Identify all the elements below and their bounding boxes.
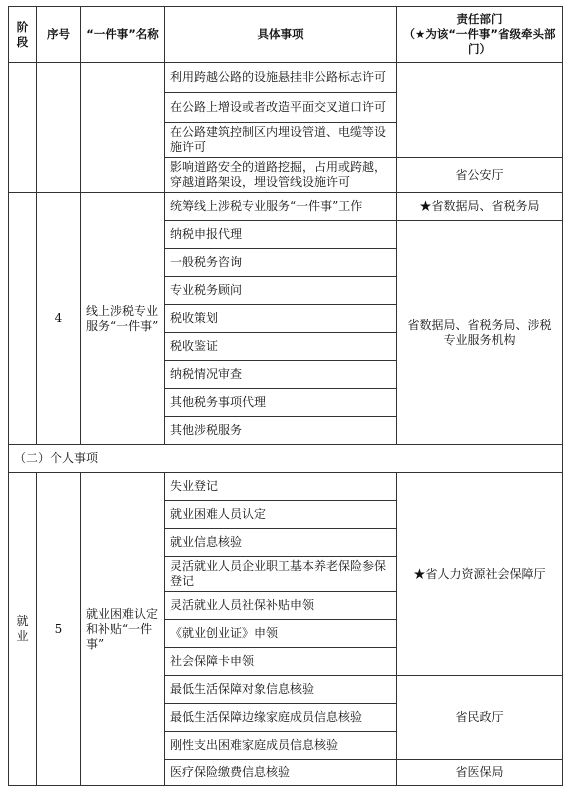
item-cell: 就业困难人员认定 (165, 501, 397, 529)
item-cell: 失业登记 (165, 473, 397, 501)
serial-number: 5 (37, 473, 81, 786)
item-cell: 专业税务顾问 (165, 277, 397, 305)
matters-table (8, 6, 563, 786)
item-cell: 税收策划 (165, 305, 397, 333)
serial-number: 4 (37, 193, 81, 445)
name-cell-empty (81, 63, 165, 193)
dept-cell: 省数据局、省税务局、涉税专业服务机构 (397, 221, 563, 445)
item-cell: 税收鉴证 (165, 333, 397, 361)
item-cell: 最低生活保障对象信息核验 (165, 676, 397, 704)
item-cell: 社会保障卡申领 (165, 648, 397, 676)
item-cell: 最低生活保障边缘家庭成员信息核验 (165, 704, 397, 732)
item-cell: 统筹线上涉税专业服务“一件事”工作 (165, 193, 397, 221)
header-no: 序号 (37, 7, 81, 63)
item-cell: 其他税务事项代理 (165, 389, 397, 417)
dept-cell: 省民政厅 (397, 676, 563, 760)
table-row (9, 63, 563, 93)
item-cell: 利用跨越公路的设施悬挂非公路标志许可 (165, 63, 397, 93)
item-cell: 灵活就业人员社保补贴申领 (165, 592, 397, 620)
header-dept-line1: 责任部门 (456, 12, 503, 26)
item-cell: 就业信息核验 (165, 529, 397, 557)
header-item: 具体事项 (165, 7, 397, 63)
header-dept (397, 7, 563, 63)
dept-cell: 省医保局 (397, 760, 563, 786)
dept-cell-empty (397, 63, 563, 158)
table-header-row (9, 7, 563, 63)
item-cell: 刚性支出困难家庭成员信息核验 (165, 732, 397, 760)
dept-cell: ★省数据局、省税务局 (397, 193, 563, 221)
section-row (9, 445, 563, 473)
section-title: （二）个人事项 (9, 445, 563, 473)
table-row (9, 473, 563, 501)
stage-cell-empty (9, 193, 37, 445)
item-cell: 影响道路安全的道路挖掘，占用或跨越，穿越道路架设，埋设管线设施许可 (165, 158, 397, 193)
no-cell-empty (37, 63, 81, 193)
item-cell: 一般税务咨询 (165, 249, 397, 277)
header-name: “一件事”名称 (81, 7, 165, 63)
matter-name: 就业困难认定和补贴“一件事” (81, 473, 165, 786)
item-cell: 在公路建筑控制区内埋设管道、电缆等设施许可 (165, 123, 397, 158)
header-stage: 阶段 (9, 7, 37, 63)
item-cell: 灵活就业人员企业职工基本养老保险参保登记 (165, 557, 397, 592)
item-cell: 《就业创业证》申领 (165, 620, 397, 648)
dept-cell: 省公安厅 (397, 158, 563, 193)
dept-cell: ★省人力资源社会保障厅 (397, 473, 563, 676)
item-cell: 纳税情况审查 (165, 361, 397, 389)
item-cell: 在公路上增设或者改造平面交叉道口许可 (165, 93, 397, 123)
item-cell: 纳税申报代理 (165, 221, 397, 249)
stage-cell-empty (9, 63, 37, 193)
stage-label: 就业 (9, 473, 37, 786)
item-cell: 医疗保险缴费信息核验 (165, 760, 397, 786)
table-row (9, 193, 563, 221)
header-dept-line2: （★为该“一件事”省级牵头部门） (403, 27, 556, 56)
matter-name: 线上涉税专业服务“一件事” (81, 193, 165, 445)
item-cell: 其他涉税服务 (165, 417, 397, 445)
